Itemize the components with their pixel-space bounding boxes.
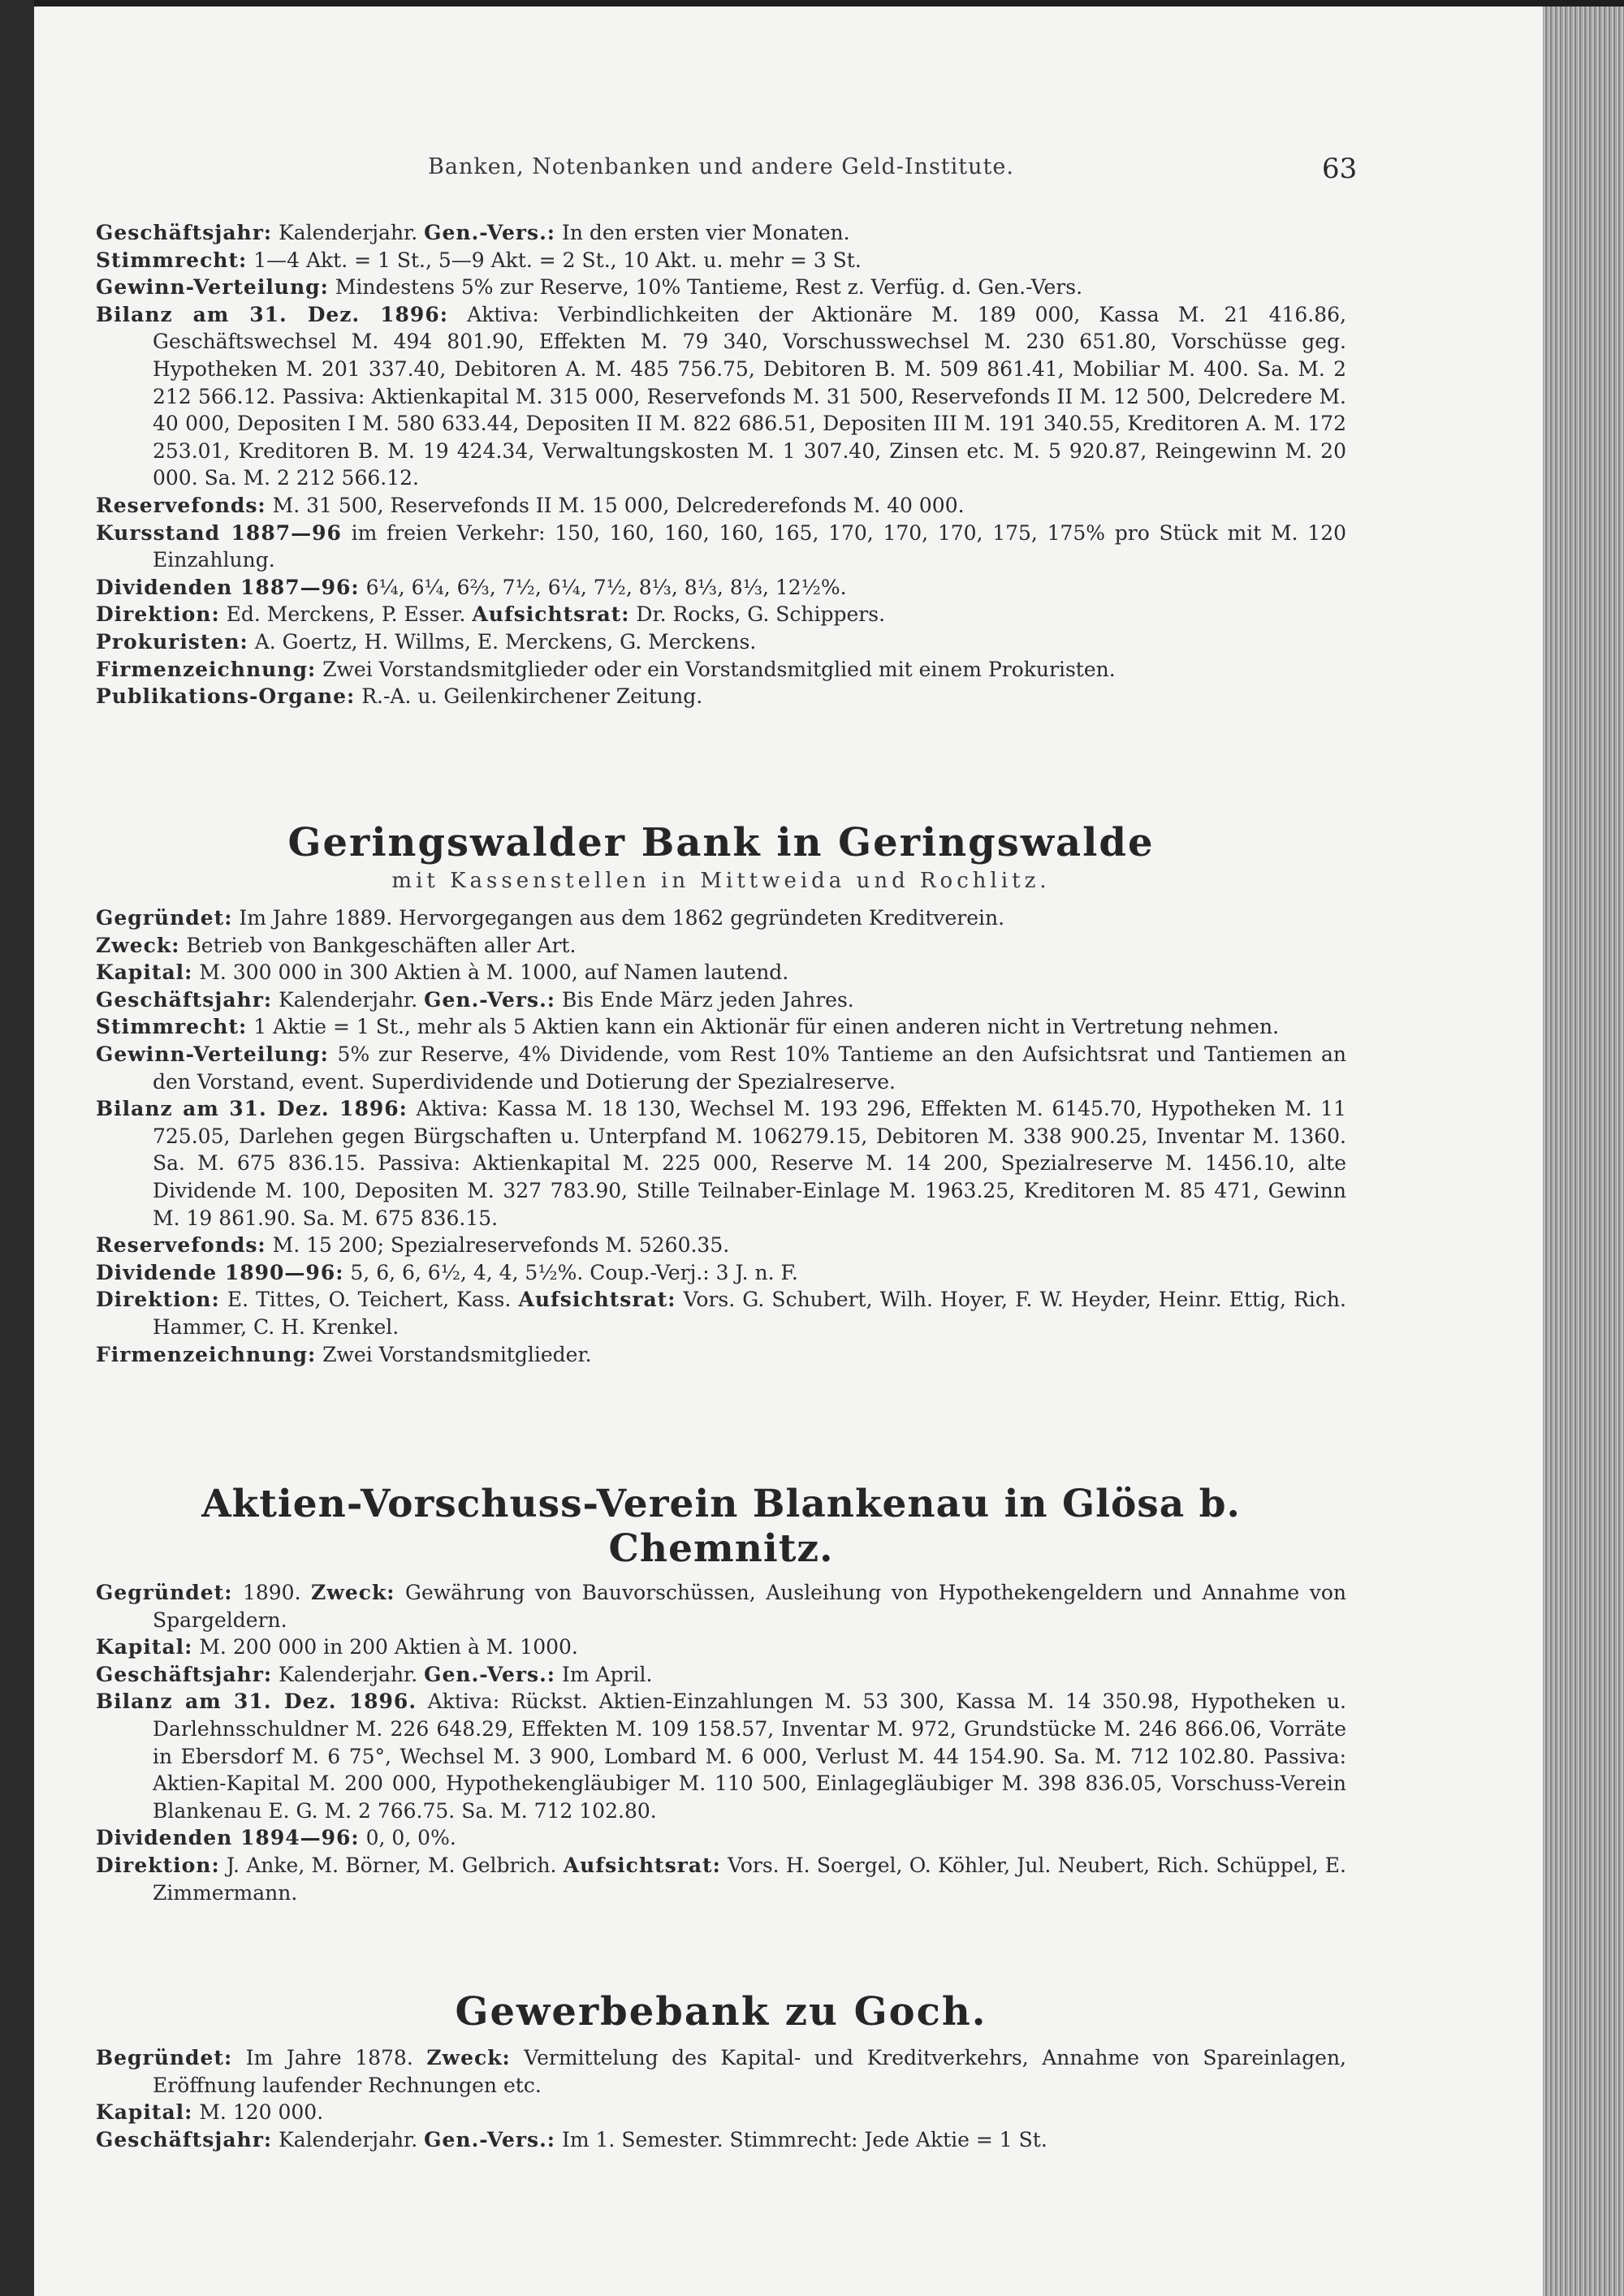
entry-label: Kapital: — [96, 1635, 193, 1659]
section-title: Geringswalder Bank in Geringswalde — [287, 820, 1155, 865]
entry-paragraph — [96, 1259, 1346, 1287]
entry-paragraph — [96, 656, 1346, 684]
entry-label: Geschäftsjahr: — [96, 2127, 273, 2151]
entry-paragraph — [96, 1095, 1346, 1232]
entry-text: Kalenderjahr. — [272, 221, 425, 244]
entry-label: Reservefonds: — [96, 493, 266, 517]
entry-label: Direktion: — [96, 602, 220, 627]
entry-label: Prokuristen: — [96, 629, 248, 654]
entry-text: 1890. — [232, 1581, 312, 1604]
entry-text: Vors. G. Schubert, Wilh. Hoyer, F. W. Heyder, Heinr. Ettig, Rich. Hammer, C. H. Krenkel. — [153, 1288, 1346, 1339]
entry-list — [96, 2044, 1346, 2153]
entry-label: Aufsichtsrat: — [472, 602, 630, 627]
entry-text: 6¼, 6¼, 6⅔, 7½, 6¼, 7½, 8⅓, 8⅓, 8⅓, 12½%. — [359, 575, 847, 599]
entry-list — [96, 219, 1346, 710]
section-geringswalder-bank — [96, 820, 1346, 1368]
entry-list — [96, 904, 1346, 1368]
entry-text: A. Goertz, H. Willms, E. Merckens, G. Merckens. — [248, 629, 757, 654]
entry-paragraph — [96, 301, 1346, 492]
entry-paragraph — [96, 1824, 1346, 1852]
entry-label: Gegründet: — [96, 906, 233, 930]
entry-paragraph — [96, 1286, 1346, 1340]
entry-label: Gen.-Vers.: — [424, 987, 556, 1012]
entry-text: 0, 0, 0%. — [359, 1826, 456, 1850]
entry-text: im freien Verkehr: 150, 160, 160, 160, 165, 170, 170, 170, 175, 175% pro Stück mit M. 120 Einzahlung. — [153, 520, 1347, 572]
entry-label: Direktion: — [96, 1853, 220, 1877]
entry-label: Begründet: — [96, 2046, 233, 2069]
entry-paragraph — [96, 1041, 1346, 1095]
entry-label: Gen.-Vers.: — [424, 221, 556, 244]
entry-label: Kursstand 1887—96 — [96, 520, 342, 545]
entry-paragraph — [96, 2126, 1346, 2154]
entry-label: Kapital: — [96, 960, 193, 985]
entry-text: Dr. Rocks, G. Schippers. — [629, 602, 886, 627]
entry-list — [96, 1579, 1346, 1906]
entry-paragraph — [96, 1852, 1346, 1906]
entry-label: Geschäftsjahr: — [96, 987, 273, 1012]
page-edges — [1543, 6, 1624, 2296]
entry-paragraph — [96, 601, 1346, 628]
entry-text: Im Jahre 1889. Hervorgegangen aus dem 1862 gegründeten Kreditverein. — [232, 906, 1005, 930]
section-aktien-vorschuss-verein — [96, 1482, 1346, 1906]
entry-label: Gewinn-Verteilung: — [96, 275, 329, 300]
entry-text: Kalenderjahr. — [272, 987, 425, 1012]
entry-label: Bilanz am 31. Dez. 1896: — [96, 302, 448, 326]
entry-text: R.-A. u. Geilenkirchener Zeitung. — [355, 684, 703, 709]
entry-paragraph — [96, 904, 1346, 932]
entry-text: Kalenderjahr. — [272, 2127, 425, 2151]
entry-label: Zweck: — [96, 933, 180, 957]
entry-paragraph — [96, 2044, 1346, 2099]
entry-label: Firmenzeichnung: — [96, 657, 317, 681]
entry-paragraph — [96, 1232, 1346, 1259]
entry-paragraph — [96, 932, 1346, 960]
entry-text: J. Anke, M. Börner, M. Gelbrich. — [219, 1853, 564, 1877]
entry-paragraph — [96, 492, 1346, 520]
entry-text: M. 200 000 in 200 Aktien à M. 1000. — [192, 1635, 578, 1659]
entry-paragraph — [96, 247, 1346, 274]
section-title: Gewerbebank zu Goch. — [455, 1989, 987, 2035]
entry-text: 1 Aktie = 1 St., mehr als 5 Aktien kann ein Aktionär für einen anderen nicht in Vertretung nehmen. — [247, 1015, 1280, 1039]
entry-label: Zweck: — [426, 2046, 511, 2069]
entry-label: Stimmrecht: — [96, 1015, 248, 1039]
page-number: 63 — [1322, 153, 1358, 185]
entry-label: Bilanz am 31. Dez. 1896: — [96, 1097, 408, 1121]
entry-text: Aktiva: Verbindlichkeiten der Aktionäre M. 189 000, Kassa M. 21 416.86, Geschäftswechsel M. 494 801.90, Effekten M. 79 340, Vorschusswechsel M. 230 651.80, Vorschüsse geg. Hypotheken M. 201 337.40, Debitoren A. M. 485 756.75, Debitoren B. M. 509 861.41, Mobiliar M. 400. Sa. M. 2 212 566.12. Passiva: Aktienkapital M. 315 000, Reservefonds M. 31 500, Reservefonds II M. 12 500, Delcredere M. 40 000, Depositen I M. 580 633.44, Depositen II M. 822 686.51, Depositen III M. 191 340.55, Kreditoren A. M. 172 253.01, Kreditoren B. M. 19 424.34, Verwaltungskosten M. 1 307.40, Zinsen etc. M. 5 920.87, Reingewinn M. 20 000. Sa. M. 2 212 566.12. — [153, 302, 1347, 490]
entry-paragraph — [96, 1013, 1346, 1041]
entry-paragraph — [96, 683, 1346, 710]
entry-paragraph — [96, 2099, 1346, 2126]
entry-text: Zwei Vorstandsmitglieder oder ein Vorstandsmitglied mit einem Prokuristen. — [316, 657, 1116, 681]
entry-label: Dividenden 1887—96: — [96, 575, 360, 599]
entry-text: Mindestens 5% zur Reserve, 10% Tantieme, Rest z. Verfüg. d. Gen.-Vers. — [328, 275, 1083, 300]
entry-text: Kalenderjahr. — [272, 1662, 425, 1686]
entry-paragraph — [96, 1688, 1346, 1824]
entry-text: Ed. Merckens, P. Esser. — [219, 602, 473, 627]
running-head: Banken, Notenbanken und andere Geld-Institute. — [428, 154, 1014, 179]
entry-label: Gegründet: — [96, 1581, 233, 1604]
section-subtitle: mit Kassenstellen in Mittweida und Rochlitz. — [391, 869, 1051, 893]
entry-paragraph — [96, 959, 1346, 986]
entry-text: M. 15 200; Spezialreservefonds M. 5260.35. — [266, 1233, 730, 1258]
entry-label: Aufsichtsrat: — [563, 1853, 721, 1877]
entry-text: M. 120 000. — [192, 2100, 324, 2125]
entry-text: Betrieb von Bankgeschäften aller Art. — [179, 933, 577, 957]
entry-text: Aktiva: Kassa M. 18 130, Wechsel M. 193 296, Effekten M. 6145.70, Hypotheken M. 11 725.05, Darlehen gegen Bürgschaften u. Unterpfand M. 106279.15, Debitoren M. 338 900.25, Inventar M. 1360. Sa. M. 675 836.15. Passiva: Aktienkapital M. 225 000, Reserve M. 14 200, Spezialreserve M. 1456.10, alte Dividende M. 100, Depositen M. 327 783.90, Stille Teilnaber-Einlage M. 1963.25, Kreditoren M. 85 471, Gewinn M. 19 861.90. Sa. M. 675 836.15. — [153, 1097, 1346, 1230]
entry-label: Gen.-Vers.: — [424, 2127, 556, 2151]
entry-label: Reservefonds: — [96, 1233, 266, 1258]
entry-paragraph — [96, 1341, 1346, 1369]
entry-label: Aufsichtsrat: — [518, 1288, 676, 1312]
entry-paragraph — [96, 628, 1346, 656]
entry-paragraph — [96, 219, 1346, 247]
entry-label: Dividende 1890—96: — [96, 1260, 344, 1284]
entry-label: Gen.-Vers.: — [424, 1662, 556, 1686]
entry-label: Bilanz am 31. Dez. 1896. — [96, 1690, 417, 1714]
entry-label: Dividenden 1894—96: — [96, 1826, 360, 1850]
entry-text: Aktiva: Rückst. Aktien-Einzahlungen M. 53 300, Kassa M. 14 350.98, Hypotheken u. Darlehnsschuldner M. 226 648.29, Effekten M. 109 158.57, Inventar M. 972, Grundstücke M. 246 866.06, Vorräte in Ebersdorf M. 6 75°, Wechsel M. 3 900, Lombard M. 6 000, Verlust M. 44 154.90. Sa. M. 712 102.80. Passiva: Aktien-Kapital M. 200 000, Hypothekengläubiger M. 110 500, Einlagegläubiger M. 398 836.05, Vorschuss-Verein Blankenau E. G. M. 2 766.75. Sa. M. 712 102.80. — [153, 1690, 1346, 1823]
entry-paragraph — [96, 274, 1346, 301]
entry-paragraph — [96, 574, 1346, 602]
entry-label: Gewinn-Verteilung: — [96, 1042, 329, 1066]
entry-label: Stimmrecht: — [96, 248, 248, 272]
entry-text: 5% zur Reserve, 4% Dividende, vom Rest 10% Tantieme an den Aufsichtsrat und Tantiemen an den Vorstand, event. Superdividende und Dotierung der Spezialreserve. — [153, 1042, 1346, 1094]
entry-text: Zwei Vorstandsmitglieder. — [316, 1342, 592, 1366]
entry-text: Bis Ende März jeden Jahres. — [555, 987, 854, 1012]
entry-text: 5, 6, 6, 6½, 4, 4, 5½%. Coup.-Verj.: 3 J. n. F. — [343, 1260, 798, 1284]
section-gewerbebank-goch — [96, 1989, 1346, 2153]
section-title: Aktien-Vorschuss-Verein Blankenau in Glösa b. Chemnitz. — [201, 1482, 1241, 1571]
entry-text: 1—4 Akt. = 1 St., 5—9 Akt. = 2 St., 10 Akt. u. mehr = 3 St. — [247, 248, 862, 272]
entry-text: E. Tittes, O. Teichert, Kass. — [219, 1288, 519, 1312]
entry-label: Direktion: — [96, 1288, 220, 1312]
entry-text: Im 1. Semester. Stimmrecht: Jede Aktie = 1 St. — [555, 2127, 1047, 2151]
entry-label: Kapital: — [96, 2100, 193, 2125]
entry-text: Gewährung von Bauvorschüssen, Ausleihung von Hypothekengeldern und Annahme von Spargeldern. — [153, 1581, 1346, 1632]
entry-text: M. 31 500, Reservefonds II M. 15 000, Delcrederefonds M. 40 000. — [266, 493, 965, 517]
entry-text: Vermittelung des Kapital- und Kreditverkehrs, Annahme von Spareinlagen, Eröffnung laufender Rechnungen etc. — [153, 2046, 1346, 2097]
entry-paragraph — [96, 1634, 1346, 1661]
entry-label: Publikations-Organe: — [96, 684, 356, 709]
entry-label: Zweck: — [311, 1581, 395, 1604]
entry-label: Geschäftsjahr: — [96, 1662, 273, 1686]
entry-paragraph — [96, 520, 1346, 574]
entry-paragraph — [96, 986, 1346, 1014]
entry-text: Vors. H. Soergel, O. Köhler, Jul. Neubert, Rich. Schüppel, E. Zimmermann. — [153, 1853, 1346, 1905]
entry-text: M. 300 000 in 300 Aktien à M. 1000, auf Namen lautend. — [192, 960, 789, 985]
entry-text: In den ersten vier Monaten. — [555, 221, 850, 244]
entry-label: Geschäftsjahr: — [96, 221, 273, 244]
entry-paragraph — [96, 1579, 1346, 1634]
entry-label: Firmenzeichnung: — [96, 1342, 317, 1366]
section-continuation — [96, 219, 1346, 710]
entry-text: Im Jahre 1878. — [232, 2046, 427, 2069]
book-spine-shadow — [0, 0, 34, 2296]
entry-text: Im April. — [555, 1662, 653, 1686]
entry-paragraph — [96, 1661, 1346, 1689]
